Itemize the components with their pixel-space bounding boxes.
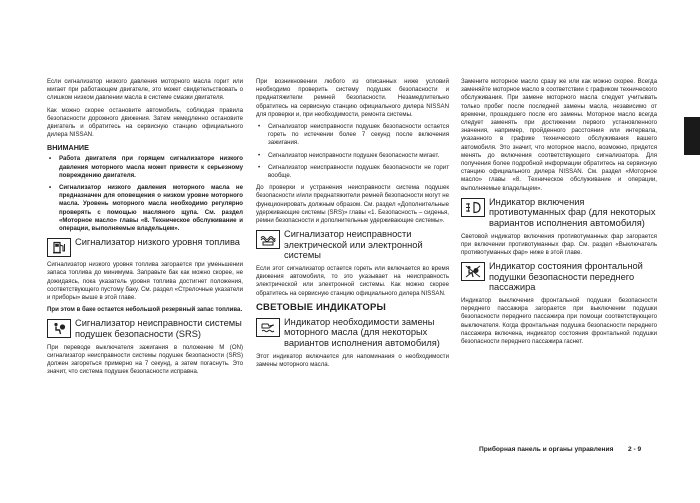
- warning-item: • Сигнализатор низкого давления моторного масла не предназначен для оповещения о низком уровне моторного масла. Уровень моторного масла необходимо регулярно проверять с помощью масляного щупа. См. раздел «Моторное масло» главы «8. Техническое обслуживание и операции, выполняемые владельцем».: [47, 184, 243, 233]
- oil-change-advice-text: Замените моторное масло сразу же или как можно скорее. Всегда заменяйте моторное масло в соответствии с графиком технического обслуживания. При замене моторного масла следует учитывать только пробег после последней замены масла, независимо от времени, прошедшего после его замены. Моторное масло всегда следует заменять при достижении первого установленного значения, например, пройденного расстояния или интервала, указанного в графике технического обслуживания вашего автомобиля. Это значит, что моторное масло, возможно, придется менять до включения соответствующего сигнализатора. Для получения более подробной информации обратитесь на сервисную станцию официального дилера NISSAN. См. раздел «Моторное масло» главы «8. Техническое обслуживание и операции, выполняемые владельцем».: [461, 78, 657, 192]
- airbag-icon: [47, 319, 71, 338]
- column-middle: [256, 78, 449, 373]
- srs-malfunction-text: До проверки и устранения неисправности система подушек безопасности и/или преднатяжители ремней безопасности могут не функционировать должным образом. См. раздел «Дополнительные удерживающие системы (SRS)» главы «1. Безопасность – сиденья, ремни безопасности и дополнительные удерживающие системы».: [256, 184, 449, 225]
- column-left: [47, 78, 243, 380]
- electric-indicator-text: Если этот сигнализатор остается гореть или включается во время движения автомобиля, то это указывает на неисправность электрической или электронной системы. Как можно скорее обратитесь на сервисную станцию официального дилера NISSAN.: [256, 265, 449, 297]
- warning-list: [47, 155, 243, 233]
- fuel-pump-icon: [47, 238, 71, 257]
- oil-pressure-text: Если сигнализатор низкого давления моторного масла горит или мигает при работающем двигателе, это может свидетельствовать о слишком низком давлении масла в системе смазки двигателя.: [47, 78, 243, 102]
- srs-indicator-heading: [47, 318, 243, 339]
- oil-change-indicator-heading: [256, 317, 449, 349]
- passenger-airbag-indicator-title: Индикатор состояния фронтальной подушки безопасности переднего пассажира: [489, 261, 643, 293]
- oil-change-indicator-title: Индикатор необходимости замены моторного масла (для некоторых вариантов исполнения автомобиля): [284, 316, 440, 349]
- fog-light-indicator-heading: [461, 197, 657, 229]
- srs-indicator-title: Сигнализатор неисправности системы подушек безопасности (SRS): [75, 318, 242, 340]
- stop-vehicle-text: Как можно скорее остановите автомобиль, соблюдая правила безопасности дорожного движения. Затем немедленно остановите двигатель и обратитесь на сервисную станцию официального дилера NISSAN.: [47, 106, 243, 139]
- srs-conditions-list: [256, 123, 449, 180]
- fuel-indicator-title: Сигнализатор низкого уровня топлива: [75, 237, 240, 248]
- fog-light-indicator-title: Индикатор включения противотуманных фар (для некоторых вариантов исполнения автомобиля): [489, 196, 656, 229]
- page-number: 2 - 9: [628, 446, 642, 453]
- fog-light-indicator-text: Световой индикатор включения противотуманных фар загорается при включении противотуманных фар. См. раздел «Выключатель противотуманных фар» ниже в этой главе.: [461, 232, 657, 257]
- srs-check-text: При возникновении любого из описанных ниже условий необходимо проверить систему подушек безопасности и преднатяжители ремней безопасности. Незамедлительно обратитесь на сервисную станцию официального дилера NISSAN для проверки и, при необходимости, ремонта системы.: [256, 78, 449, 118]
- passenger-airbag-off-icon: [461, 262, 485, 281]
- electric-system-icon: [256, 230, 280, 249]
- srs-condition-item: • Сигнализатор неисправности подушек безопасности мигает.: [256, 152, 449, 160]
- fog-light-icon: [461, 198, 485, 217]
- fuel-indicator-text: Сигнализатор низкого уровня топлива загорается при уменьшении запаса топлива до минимума. Заправьте бак как можно скорее, не дожидаясь, пока указатель уровня топлива достигнет положения, соответствующего пустому баку. См. раздел «Стрелочные указатели и приборы» выше в этой главе.: [47, 261, 243, 302]
- electric-indicator-heading: [256, 229, 449, 261]
- passenger-airbag-indicator-text: Индикатор выключения фронтальной подушки безопасности переднего пассажира загорается при выключении подушки безопасности переднего пассажира при помощи соответствующего выключателя. Когда фронтальная подушка безопасности переднего пассажира включена, индикатор состояния фронтальной подушки безопасности переднего пассажира гаснет.: [461, 297, 657, 346]
- passenger-airbag-indicator-heading: [461, 261, 657, 293]
- fuel-reserve-note: При этом в баке остается небольшой резервный запас топлива.: [47, 306, 243, 314]
- electric-indicator-title: Сигнализатор неисправности электрической или электронной системы: [284, 229, 423, 261]
- srs-condition-item: • Сигнализатор неисправности подушек безопасности не горит вообще.: [256, 164, 449, 180]
- warning-item: • Работа двигателя при горящем сигнализаторе низкого давления моторного масла может привести к серьезному повреждению двигателя.: [47, 155, 243, 180]
- oil-change-icon: [256, 318, 280, 337]
- chapter-tab: [684, 117, 700, 155]
- footer-section-title: Приборная панель и органы управления: [479, 446, 614, 453]
- oil-change-indicator-text: Этот индикатор включается для напоминания о необходимости замены моторного масла.: [256, 352, 449, 368]
- light-indicators-heading: СВЕТОВЫЕ ИНДИКАТОРЫ: [256, 301, 387, 313]
- fuel-indicator-heading: [47, 237, 243, 257]
- srs-indicator-text: При переводе выключателя зажигания в положение M (ON) сигнализатор неисправности системы подушек безопасности (SRS) должен загореться примерно на 7 секунд, а затем погаснуть. Это значит, что система подушек безопасности исправна.: [47, 343, 243, 376]
- column-right: [461, 78, 657, 350]
- srs-condition-item: • Сигнализатор неисправности подушек безопасности остается гореть по истечении более 7 секунд после включения зажигания.: [256, 123, 449, 148]
- warning-heading: ВНИМАНИЕ: [47, 143, 89, 153]
